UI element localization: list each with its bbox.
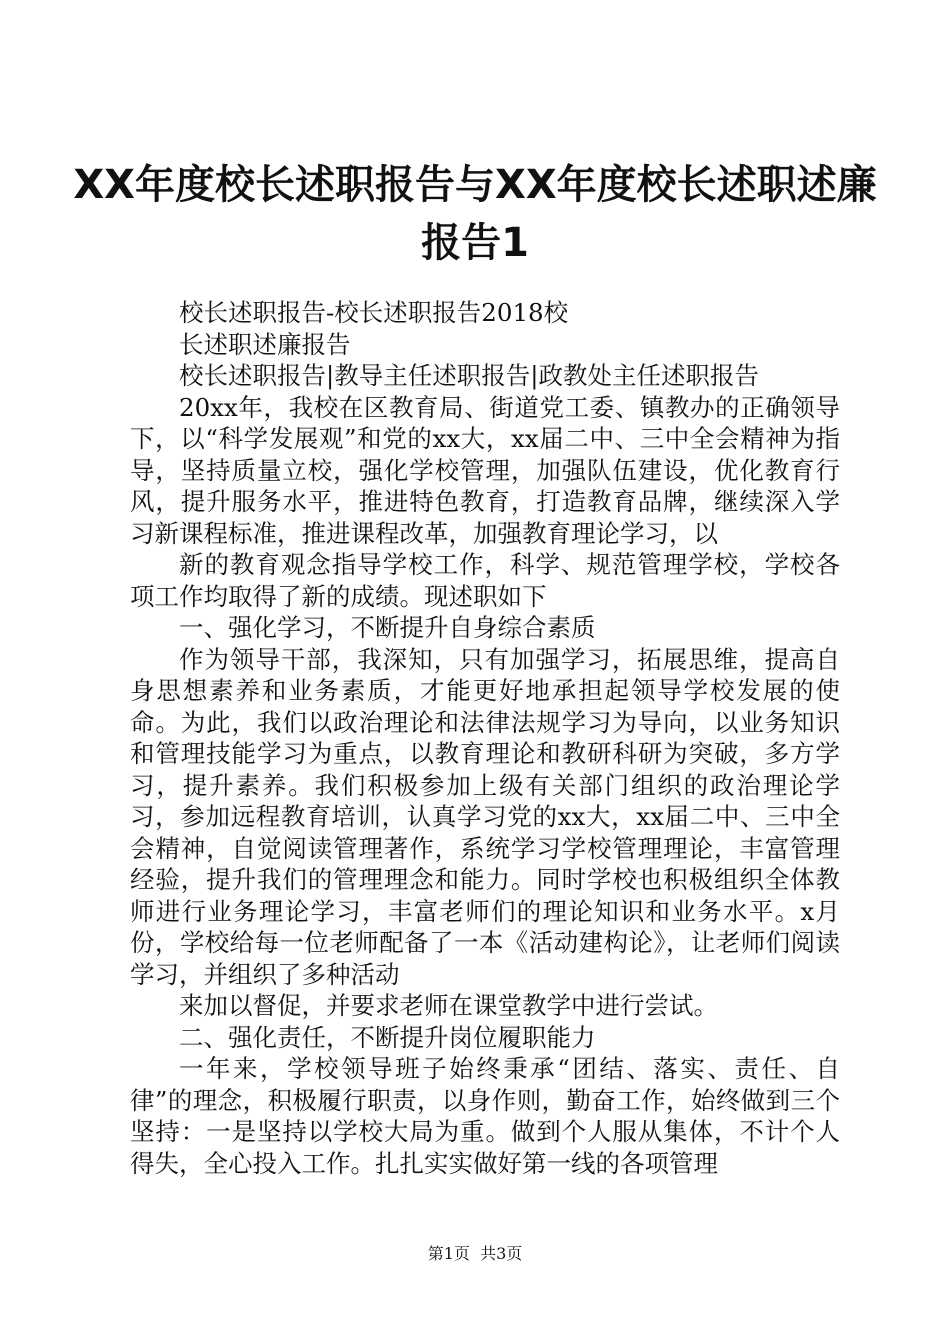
document-title-line1: XX年度校长述职报告与XX年度校长述职述廉 (73, 162, 877, 208)
section-heading: 二、强化责任，不断提升岗位履职能力 (179, 1022, 596, 1052)
document-title-line2: 报告1 (421, 220, 529, 266)
paragraph: 一年来，学校领导班子始终秉承“团结、落实、责任、自律”的理念，积极履行职责，以身作则，勤奋工作，始终做到三个坚持：一是坚持以学校大局为重。做到个人服从集体，不计个人得失，全心投入工作。扎扎实实做好第一线的各项管理 (130, 1054, 840, 1178)
paragraph: 20xx年，我校在区教育局、街道党工委、镇教办的正确领导下，以“科学发展观”和党的xx大，xx届二中、三中全会精神为指导，坚持质量立校，强化学校管理，加强队伍建设，优化教育行风，提升服务水平，推进特色教育，打造教育品牌，继续深入学习新课程标准，推进课程改革，加强教育理论学习，以 (130, 392, 840, 548)
paragraph: 新的教育观念指导学校工作，科学、规范管理学校，学校各项工作均取得了新的成绩。现述职如下 (130, 550, 840, 611)
section-heading: 一、强化学习，不断提升自身综合素质 (179, 613, 596, 642)
paragraph: 长述职述廉报告 (179, 329, 351, 359)
paragraph: 来加以督促，并要求老师在课堂教学中进行尝试。 (179, 991, 718, 1020)
paragraph: 校长述职报告-校长述职报告2018校 (179, 298, 569, 327)
page-footer: 第1页 共3页 (427, 1244, 523, 1263)
paragraph: 校长述职报告|教导主任述职报告|政教处主任述职报告 (179, 361, 760, 390)
paragraph: 作为领导干部，我深知，只有加强学习，拓展思维，提高自身思想素养和业务素质，才能更好地承担起领导学校发展的使命。为此，我们以政治理论和法律法规学习为导向，以业务知识和管理技能学习为重点，以教育理论和教研科研为突破，多方学习，提升素养。我们积极参加上级有关部门组织的政治理论学习，参加远程教育培训，认真学习党的xx大，xx届二中、三中全会精神，自觉阅读管理著作，系统学习学校管理理论，丰富管理经验，提升我们的管理理念和能力。同时学校也积极组织全体教师进行业务理论学习，丰富老师们的理论知识和业务水平。x月份，学校给每一位老师配备了一本《活动建构论》，让老师们阅读学习，并组织了多种活动 (130, 644, 840, 989)
document-body (130, 297, 840, 1179)
